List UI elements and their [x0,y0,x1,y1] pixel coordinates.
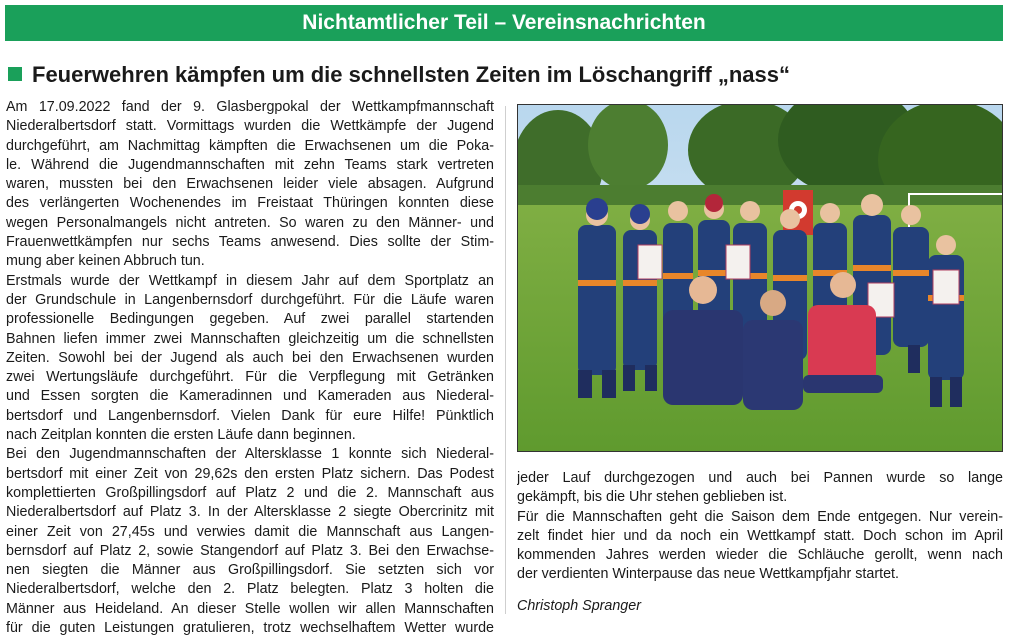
text-line: gekämpft, bis die Uhr stehen geblieben ist. [517,489,788,506]
section-banner [5,5,1003,41]
team-photo-illustration [518,105,1003,452]
text-line: Bei den Jugendmannschaften der Altersklasse 1 konnte sich Niederal- [6,446,494,463]
text-line: zwei Wertungsläufe durchgeführt. Für die Verpflegung mit Getränken [6,369,494,386]
text-line: kommenden Jahres werden wieder die Schläuche gerollt, wenn nach [517,547,1003,564]
text-line: Frauenwettkämpfen nur sechs Teams anwesend. Dies sollte der Stim- [6,234,494,251]
text-line: Für die Mannschaften geht die Saison dem Ende entgegen. Nur verein- [517,508,1003,525]
team-photo [517,104,1003,452]
text-line: bertsdorf und Langenbernsdorf. Vielen Dank für eure Hilfe! Pünktlich [6,407,494,424]
article-right-column [517,469,1003,585]
text-line: nach Zeitplan konnten die ersten Läufe dann beginnen. [6,427,356,444]
text-line: Erstmals wurde der Wettkampf in diesem Jahr auf dem Sportplatz an [6,272,494,289]
text-line: Am 17.09.2022 fand der 9. Glasbergpokal der Wettkampfmannschaft [6,99,494,115]
text-line: Niederalbertsdorf, welche den 2. Platz belegten. Platz 3 holten die [6,581,494,598]
text-line: einer Zeit von 27,45s und verwies damit die Mannschaft aus Langen- [6,523,494,540]
text-line: zelt findet hier und da noch ein Wettkampf statt. Doch schon im April [517,527,1003,544]
text-line: für die guten Leistungen gratulieren, trotz wechselhaftem Wetter wurde [6,620,494,637]
text-line: Zeiten. Sowohl bei der Jugend als auch bei den Erwachsenen wurden [6,349,494,366]
text-line: komplettierten Großpillingsdorf auf Platz 2 und die 2. Mannschaft aus [6,484,494,501]
text-line: bertsdorf mit einer Zeit von 29,62s den ersten Platz sichern. Das Podest [6,465,494,482]
text-line: der verdienten Winterpause das neue Wettkampfjahr startet. [517,566,899,583]
text-line: mung aber keinen Abbruch tun. [6,253,205,270]
green-square-icon [8,67,22,81]
author-name: Christoph Spranger [517,598,641,614]
column-divider [505,106,506,614]
text-line: le. Während die Jugendmannschaften mit zehn Teams stark vertreten [6,156,494,173]
article-left-column [6,98,494,638]
text-line: der Grundschule in Langenbernsdorf durchgeführt. Für die Läufe waren [6,291,494,308]
article-headline [8,60,1008,90]
text-line: Niederalbertsdorf auf Platz 3. In der Altersklasse 2 siegte Obercrinitz mit [6,504,494,521]
text-line: durchgeführt, am Nachmittag kämpften die Erwachsenen um die Poka- [6,137,494,154]
text-line: wegen Personalmangels nicht antreten. So waren zu den Männer- und [6,214,494,231]
text-line: professionelle Bedingungen gegeben. Auf zwei parallel startenden [6,311,494,328]
text-line: Bahnen liefen immer zwei Mannschaften gleichzeitig um die schnellsten [6,330,494,347]
text-line: jeder Lauf durchgezogen und auch bei Pannen wurde so lange [517,470,1003,486]
text-line: waren, mussten bei den Erwachsenen leider viele absagen. Aufgrund [6,176,494,193]
text-line: des verlängerten Wochenendes im Freistaat Thüringen konnten diese [6,195,494,212]
text-line: nen siegten die Männer aus Großpillingsdorf. Sie setzten sich vor [6,562,494,579]
text-line: Niederalbertsdorf statt. Vormittags wurden die Wettkämpfe der Jugend [6,118,494,135]
section-title: Nichtamtlicher Teil – Vereinsnachrichten [302,11,706,34]
text-line: bernsdorf auf Platz 2, sowie Stangendorf auf Platz 3. Bei den Erwachse- [6,542,494,559]
text-line: und Essen sorgten die Kameradinnen und Kameraden aus Niederal- [6,388,494,405]
text-line: Männer aus Heideland. An dieser Stelle wollen wir allen Mannschaften [6,600,494,617]
headline-text: Feuerwehren kämpfen um die schnellsten Zeiten im Löschangriff „nass“ [32,62,790,87]
